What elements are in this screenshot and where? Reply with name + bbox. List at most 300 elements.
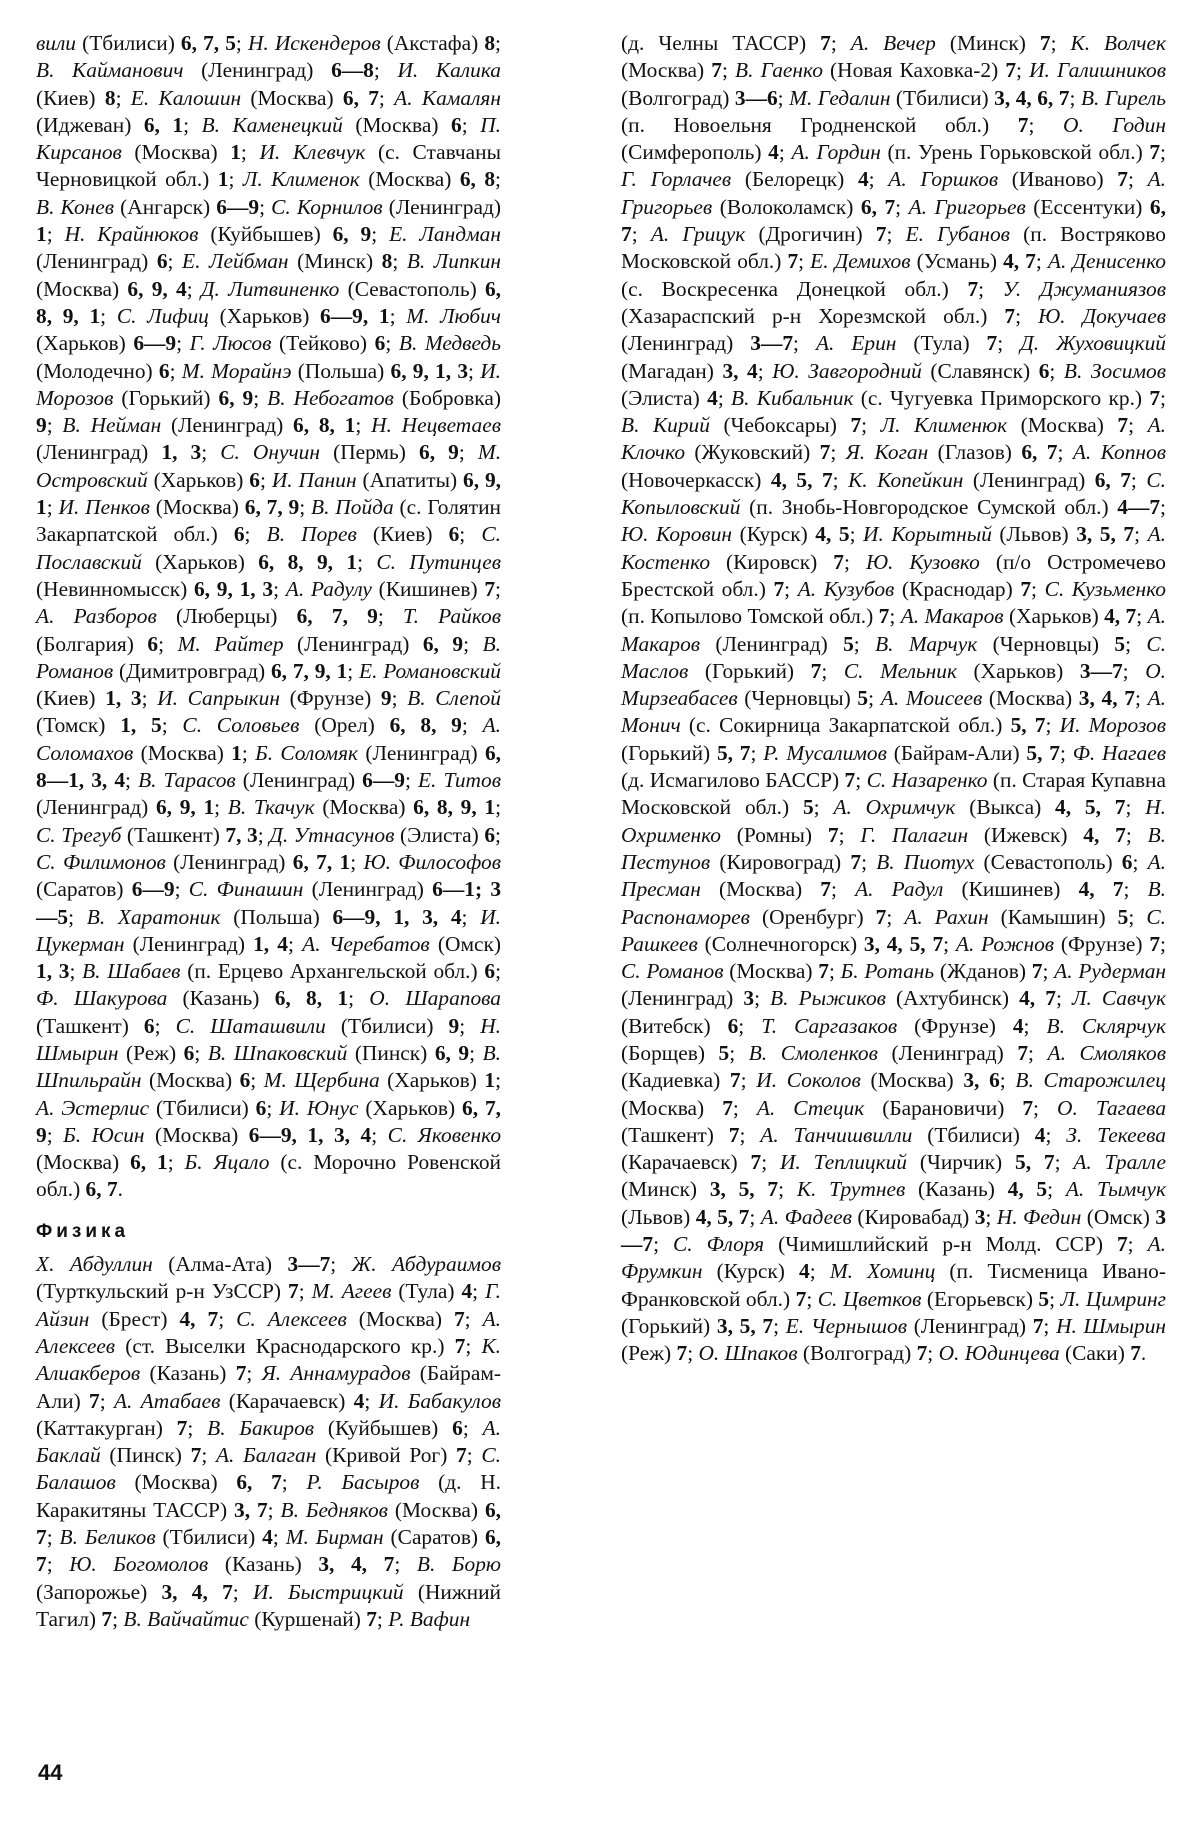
plain-text: ; [273,576,286,601]
class-numbers: 7 [827,822,839,847]
class-numbers: 7 [820,877,831,902]
class-numbers: 7 [795,1286,807,1311]
plain-text: ; [272,1525,286,1550]
person-name: С. Пославский [36,522,501,574]
plain-text: ; [154,1013,176,1038]
plain-text: (Куйбышев) [314,1415,453,1440]
class-numbers: 4 [262,1525,273,1550]
class-numbers: 5, 7 [1010,713,1046,738]
plain-text: ; [1042,959,1055,984]
plain-text: (Волоколамск) [712,194,861,219]
person-name: М. Любич [406,303,502,328]
plain-text: (Витебск) [621,1013,728,1038]
plain-text: ; [259,467,272,492]
person-name: С. Кузьменко [1044,576,1167,601]
plain-text: ; [350,849,364,874]
class-numbers: 7 [1117,167,1128,192]
plain-text: ; [174,877,189,902]
plain-text: (Камышин) [988,904,1118,929]
class-numbers: 7 [484,576,496,601]
plain-text: (Киев) [356,522,449,547]
person-name: В. Шабаев [82,959,181,984]
person-name: С. Алексеев [236,1306,347,1331]
class-numbers: 7, 3 [225,822,258,847]
class-numbers: 3, 4, 7 [161,1579,233,1604]
plain-text: ; [985,1204,997,1229]
class-numbers: 6 [249,467,260,492]
plain-text: (Чимишлийский р-н Молд. ССР) [764,1232,1117,1257]
person-name: Е. Чернышов [785,1313,907,1338]
plain-text: (Элиста) [621,385,708,410]
plain-text: ; [757,358,773,383]
person-name: Ю. Коровин [621,522,733,547]
plain-text: (Ленинград) [907,1313,1033,1338]
class-numbers: 4 [799,1259,810,1284]
plain-text: ; [495,959,502,984]
plain-text: (с. Ставчаны Черновицкой обл.) [36,140,501,192]
plain-text: ; [389,303,407,328]
person-name: И. Корытный [863,522,992,547]
person-name: В. Пойда [311,495,394,520]
person-name: В. Склярчук [1046,1013,1167,1038]
class-numbers: 6 [452,1415,463,1440]
plain-text: . [1140,1341,1147,1366]
person-name: Т. Райков [403,604,501,629]
plain-text: (Томск) [36,713,121,738]
class-numbers: 6—1; 3—5 [36,877,502,929]
plain-text: (Бобровка) [393,385,501,410]
plain-text: (Кадиевка) [621,1068,730,1093]
class-numbers: 3, 5, 7 [1076,522,1135,547]
plain-text: ; [1045,1122,1067,1147]
plain-text: ; [68,904,87,929]
class-numbers: 4, 7 [1003,249,1036,274]
class-numbers: 7 [176,1415,188,1440]
class-numbers: 7 [787,249,799,274]
plain-text: ; [176,331,190,356]
plain-text: ; [281,1470,307,1495]
plain-text: ; [861,413,881,438]
plain-text: (Горький) [113,385,219,410]
person-name: Е. Ландман [389,222,501,247]
plain-text: ; [721,58,736,83]
person-name: И. Юнус [279,1095,359,1120]
class-numbers: 7 [810,658,822,683]
plain-text: (Харьков) [208,303,321,328]
plain-text: ; [889,604,901,629]
person-name: В. Шпильрайн [36,1040,502,1093]
class-numbers: 7 [820,31,831,55]
person-name: А. Фрумкин [621,1232,1166,1284]
plain-text: (Кировоград) [710,849,851,874]
class-numbers: 3, 6 [963,1068,1000,1093]
plain-text: ; [1136,604,1148,629]
plain-text: ; [461,713,483,738]
plain-text: (Ленинград) [124,931,254,956]
person-name: Ю. Богомолов [69,1552,209,1577]
person-name: М. Морайнэ [181,358,292,383]
plain-text: (Москва) [387,1497,485,1522]
class-numbers: 7 [456,1443,467,1468]
class-numbers: 6, 7, 9 [36,1095,501,1147]
plain-text: ; [738,1013,762,1038]
plain-text: (Солнечногорск) [697,931,864,956]
class-numbers: 6, 1 [130,1150,168,1175]
plain-text: (Тула) [391,1279,462,1304]
class-numbers: 4 [1012,1013,1024,1038]
plain-text: (Ессентуки) [1025,194,1150,219]
person-name: Н. Крайнюков [64,222,199,247]
class-numbers: 4, 5, 7 [1055,795,1126,820]
plain-text: (Тбилиси) [76,31,181,55]
class-numbers: 6—9 [216,194,260,219]
person-name: О. Юдинцева [938,1341,1060,1366]
person-name: А. Эстерлис [36,1095,150,1120]
class-numbers: 3—7 [1079,658,1123,683]
class-numbers: 6, 7 [1021,440,1058,465]
class-numbers: 4 [857,167,869,192]
person-name: С. Лифиц [116,303,209,328]
plain-text: ; [463,631,483,656]
plain-text: ; [495,167,501,192]
plain-text: (Москва) [36,1150,131,1175]
plain-text: (Молодечно) [36,358,159,383]
person-name: В. Бакиров [207,1415,315,1440]
plain-text: ; [1035,249,1048,274]
plain-text: ; [330,1252,352,1277]
plain-text: (Севастополь) [339,276,485,301]
class-numbers: 7 [288,1279,299,1304]
person-name: А. Гордин [791,140,881,165]
class-numbers: 7 [1149,385,1161,410]
plain-text: (Карачаевск) [220,1388,354,1413]
plain-text: (Минск) [935,31,1040,55]
plain-text: ; [1016,58,1030,83]
person-name: С. Финашин [188,877,304,902]
person-name: С. Балашов [36,1443,502,1495]
plain-text: (Байрам-Али) [36,1361,502,1413]
plain-text: ; [978,276,1003,301]
person-name: Ю. Докучаев [1038,303,1167,328]
plain-text: ; [404,768,418,793]
class-numbers: 6, 7, 9, 1 [270,658,348,683]
class-numbers: 1, 3 [161,440,202,465]
person-name: В. Нейман [62,413,162,438]
class-numbers: 3, 4, 6, 7 [994,85,1070,110]
plain-text: (Тбилиси) [912,1122,1035,1147]
person-name: С. Яковенко [387,1122,502,1147]
person-name: А. Фадеев [760,1204,852,1229]
person-name: Л. Клименюк [880,413,1008,438]
plain-text: (Выкса) [955,795,1056,820]
person-name: В. Ткачук [227,795,315,820]
class-numbers: 6, 7 [85,1177,118,1202]
plain-text: ; [1125,631,1147,656]
person-name: А. Рудерман [1054,959,1167,984]
person-name: Г. Горлачев [621,167,732,192]
person-name: Ю. Кузовко [865,549,980,574]
class-numbers: 6, 7, 1 [292,849,351,874]
plain-text: ; [1069,85,1081,110]
plain-text: (Чирчик) [907,1150,1015,1175]
class-numbers: 7 [676,1341,688,1366]
plain-text: ; [1123,877,1148,902]
plain-text: ; [1059,740,1073,765]
plain-text: (п. Копылово Томской обл.) [621,604,879,629]
plain-text: (Акстафа) [380,31,485,55]
plain-text: ; [778,140,792,165]
plain-text: (Пермь) [320,440,420,465]
plain-text: ; [241,740,256,765]
person-name: А. Соломахов [36,713,502,765]
plain-text: (Харьков) [36,331,134,356]
plain-text: (Москва) [860,1068,964,1093]
plain-text: (Глазов) [928,440,1022,465]
plain-text: ; [373,58,398,83]
plain-text: ; [853,631,876,656]
plain-text: ; [465,1333,482,1358]
person-name: С. Рашкеев [621,904,1166,956]
class-numbers: 7 [850,849,862,874]
plain-text: ; [495,1068,502,1093]
plain-text: ; [228,167,243,192]
plain-text: (Польша) [291,358,391,383]
class-numbers: 1 [484,1068,496,1093]
plain-text: ; [868,686,881,711]
plain-text: (Ангарск) [114,194,217,219]
plain-text: ; [240,140,260,165]
person-name: А. Моисеев [880,686,983,711]
person-name: А. Горшков [888,167,999,192]
person-name: С. Корнилов [271,194,383,219]
class-numbers: 4 [461,1279,473,1304]
person-name: И. Сапрыкин [157,686,280,711]
section-heading-physics: Физика [36,1220,130,1242]
plain-text: (Кишинев) [371,576,485,601]
plain-text: (Турткульский р-н УзССР) [36,1279,289,1304]
plain-text: (Краснодар) [894,576,1021,601]
plain-text: (Ленинград) [621,331,751,356]
class-numbers: 6 [1038,358,1050,383]
person-name: А. Стецик [756,1095,865,1120]
plain-text: (Москва) [36,276,128,301]
plain-text: (Ташкент) [621,1122,729,1147]
plain-text: (с. Морочно Ровенской обл.) [36,1150,501,1202]
paragraph-math-continued [36,30,501,1204]
class-numbers: 4, 5 [1007,1177,1048,1202]
person-name: И. Бабакулов [378,1388,501,1413]
person-name: М. Райтер [177,631,284,656]
plain-text: (Ленинград) [358,740,485,765]
plain-text: (Волгоград) [797,1341,917,1366]
person-name: А. Вечер [850,31,936,55]
class-numbers: 6, 7 [236,1470,282,1495]
plain-text: ; [943,931,956,956]
person-name: В. Старожилец [1015,1068,1166,1093]
plain-text: (Тбилиси) [149,1095,256,1120]
plain-text: ; [69,959,83,984]
plain-text: (Ромны) [720,822,828,847]
plain-text: (Брест) [89,1306,180,1331]
person-name: В. Порев [266,522,357,547]
plain-text: (п. Востряково Московской обл.) [621,222,1166,274]
plain-text: (Ленинград) [36,249,157,274]
plain-text: ; [464,1306,483,1331]
plain-text: (Черновцы) [977,631,1115,656]
plain-text: (Москва) [700,877,821,902]
plain-text: (Тбилиси) [325,1013,449,1038]
person-name: В. Слепой [407,686,501,711]
class-numbers: 7 [366,1606,377,1631]
plain-text: ; [385,331,399,356]
class-numbers: 7 [750,1150,762,1175]
class-numbers: 4 [768,140,779,165]
person-name: Н. Искендеров [247,31,381,55]
plain-text: (Москва) [141,1068,240,1093]
person-name: С. Соловьев [182,713,300,738]
class-numbers: 6 [484,959,496,984]
class-numbers: 6 [374,331,386,356]
plain-text: (Казань) [905,1177,1008,1202]
person-name: М. Гедалин [789,85,891,110]
class-numbers: 6, 7, 9 [244,495,300,520]
class-numbers: 6, 7 [1094,467,1131,492]
plain-text: (Ленинград) [877,1040,1018,1065]
plain-text: ; [187,1415,208,1440]
plain-text: (Ленинград) [303,877,433,902]
class-numbers: 7 [878,604,890,629]
plain-text: ; [895,194,909,219]
plain-text: ; [861,849,877,874]
class-numbers: 6, 9 [332,222,372,247]
class-numbers: 6 [484,822,496,847]
class-numbers: 6, 8, 9, 1 [36,276,501,328]
class-numbers: 6, 9, 1 [155,795,215,820]
plain-text: ; [377,604,404,629]
plain-text: ; [1127,167,1148,192]
class-numbers: 8 [484,31,496,55]
plain-text: ; [773,1313,786,1338]
person-name: И. Панин [271,467,357,492]
plain-text: ; [257,822,270,847]
plain-text: (Москва) [621,58,712,83]
plain-text: ; [246,1361,262,1386]
plain-text: (Саки) [1059,1341,1131,1366]
paragraph-physics-continued [621,30,1166,1368]
class-numbers: 7 [1031,959,1043,984]
person-name: С. Копыловский [621,467,1166,520]
person-name: А. Радул [855,877,944,902]
class-numbers: 7 [916,1341,928,1366]
person-name: В. Романов [36,631,502,683]
class-numbers: 4, 7 [1019,986,1056,1011]
plain-text: ; [1125,795,1146,820]
class-numbers: 7 [454,1333,466,1358]
plain-text: ; [886,904,905,929]
class-numbers: 6 [147,631,159,656]
class-numbers: 1 [36,222,47,247]
plain-text: (Ташкент) [121,822,226,847]
plain-text: (Харьков) [141,549,259,574]
class-numbers: 7 [773,576,785,601]
class-numbers: 7 [875,222,887,247]
class-numbers: 6, 9, 4 [127,276,187,301]
class-numbers: 7 [1117,413,1129,438]
class-numbers: 6, 7 [36,1525,501,1577]
plain-text: ; [376,1606,389,1631]
plain-text: (Тбилиси) [890,85,995,110]
class-numbers: 4, 5, 7 [770,467,833,492]
plain-text: ; [687,1341,699,1366]
class-numbers: 6 [239,1068,251,1093]
person-name: Я. Аннамурадов [261,1361,411,1386]
person-name: А. Григорьев [908,194,1026,219]
class-numbers: 8 [104,85,116,110]
class-numbers: 3, 4, 7 [318,1552,395,1577]
plain-text: ; [1055,986,1072,1011]
plain-text: ; [1128,904,1147,929]
plain-text: ; [458,440,478,465]
plain-text: ; [1160,140,1166,165]
class-numbers: 7 [1004,303,1016,328]
person-name: А. Пресман [621,849,1166,902]
class-numbers: 6 [451,112,462,137]
plain-text: (Черновцы) [737,686,858,711]
plain-text: (Реж) [118,1040,184,1065]
plain-text: (Симферополь) [621,140,769,165]
person-name: В. Гаенко [735,58,823,83]
person-name: К. Трутнев [796,1177,906,1202]
class-numbers: 7 [850,413,862,438]
plain-text: (Омск) [1081,1204,1156,1229]
plain-text: (Ленинград) [963,467,1095,492]
class-numbers: 6 [255,1095,267,1120]
class-numbers: 7 [1022,1095,1034,1120]
plain-text: ; [267,1497,281,1522]
plain-text: (Усмань) [910,249,1004,274]
class-numbers: 7 [819,440,831,465]
plain-text: ; [1049,358,1064,383]
person-name: Р. Басыров [306,1470,420,1495]
person-name: И. Калика [397,58,501,83]
plain-text: ; [1160,495,1166,520]
class-numbers: 3, 4 [722,358,758,383]
plain-text: ; [1023,1013,1047,1038]
plain-text: (Ленинград) [700,631,844,656]
plain-text: ; [378,85,395,110]
plain-text: (Тула) [896,331,987,356]
plain-text: . [117,1177,123,1202]
plain-text: ; [750,740,764,765]
plain-text: (Москва) [982,686,1079,711]
class-numbers: 6, 7 [342,85,379,110]
plain-text: ; [244,522,267,547]
class-numbers: 7 [453,1306,465,1331]
person-name: Л. Савчук [1071,986,1166,1011]
plain-text: (Каттакурган) [36,1415,177,1440]
class-numbers: 3—6 [734,85,778,110]
plain-text: (Куршенай) [248,1606,367,1631]
person-name: В. Медведь [398,331,501,356]
class-numbers: 3 [743,986,755,1011]
plain-text: ; [784,576,798,601]
plain-text: (Польша) [220,904,333,929]
person-name: О. Шарапова [369,986,501,1011]
plain-text: (Ахтубинск) [885,986,1020,1011]
plain-text: ; [653,1232,674,1257]
plain-text: ; [394,1552,417,1577]
class-numbers: 4, 7 [1083,822,1126,847]
